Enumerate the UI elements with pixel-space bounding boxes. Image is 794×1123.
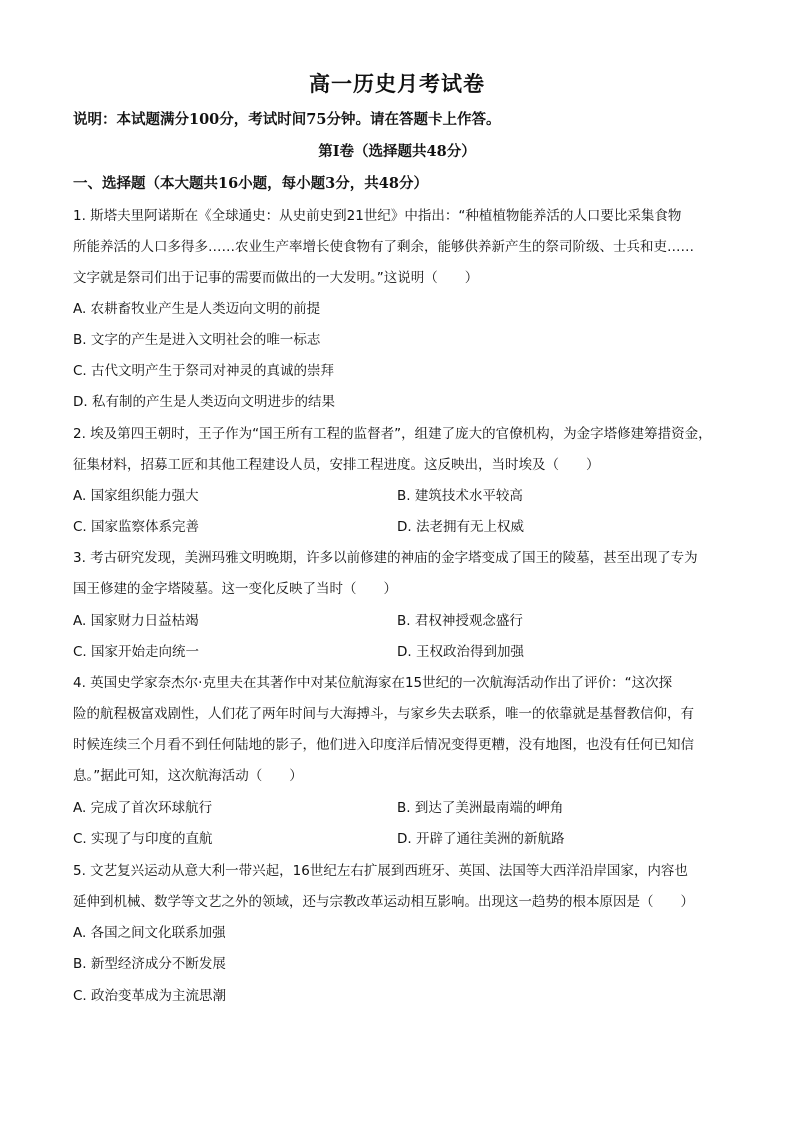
question-3-option-a: A. 国家财力日益枯竭: [73, 613, 199, 629]
question-2-option-a: A. 国家组织能力强大: [73, 488, 199, 504]
question-2-option-c: C. 国家监察体系完善: [73, 519, 200, 535]
question-4-option-c: C. 实现了与印度的直航: [73, 831, 213, 847]
question-2-stem-line-2: 征集材料，招募工匠和其他工程建设人员，安排工程进度。这反映出，当时埃及（ ）: [73, 457, 600, 473]
question-4-option-a: A. 完成了首次环球航行: [73, 800, 213, 816]
question-4-option-b: B. 到达了美洲最南端的岬角: [397, 800, 564, 816]
question-5-stem-line-1: 5. 文艺复兴运动从意大利一带兴起，16世纪左右扩展到西班牙、英国、法国等大西洋沿岸国家，内容也: [73, 863, 688, 879]
question-4-stem-line-4: 息。”据此可知，这次航海活动（ ）: [73, 768, 303, 784]
question-1-option-b: B. 文字的产生是进入文明社会的唯一标志: [73, 332, 321, 348]
question-5-stem-line-2: 延伸到机械、数学等文艺之外的领域，还与宗教改革运动相互影响。出现这一趋势的根本原因是（ ）: [73, 894, 694, 910]
question-1-option-c: C. 古代文明产生于祭司对神灵的真诚的崇拜: [73, 363, 335, 379]
question-4-stem-line-1: 4. 英国史学家奈杰尔·克里夫在其著作中对某位航海家在15世纪的一次航海活动作出了评价：“这次探: [73, 675, 673, 691]
section-title: 一、选择题（本大题共16小题，每小题3分，共48分）: [73, 175, 428, 192]
question-2-stem-line-1: 2. 埃及第四王朝时，王子作为“国王所有工程的监督者”，组建了庞大的官僚机构，为金字塔修建筹措资金，: [73, 426, 712, 442]
exam-title: 高一历史月考试卷: [309, 71, 485, 96]
question-5-option-c: C. 政治变革成为主流思潮: [73, 988, 227, 1004]
question-3-stem-line-2: 国王修建的金字塔陵墓。这一变化反映了当时（ ）: [73, 581, 397, 597]
question-4-stem-line-2: 险的航程极富戏剧性，人们花了两年时间与大海搏斗，与家乡失去联系，唯一的依靠就是基督教信仰，有: [73, 706, 694, 722]
part-title: 第Ⅰ卷（选择题共48分）: [318, 143, 476, 160]
question-2-option-b: B. 建筑技术水平较高: [397, 488, 523, 504]
question-2-option-d: D. 法老拥有无上权威: [397, 519, 524, 535]
question-1-stem-line-2: 所能养活的人口多得多……农业生产率增长使食物有了剩余，能够供养新产生的祭司阶级、士兵和吏……: [73, 239, 694, 255]
question-1-option-a: A. 农耕畜牧业产生是人类迈向文明的前提: [73, 301, 321, 317]
question-3-option-c: C. 国家开始走向统一: [73, 644, 200, 660]
question-5-option-b: B. 新型经济成分不断发展: [73, 956, 226, 972]
question-1-option-d: D. 私有制的产生是人类迈向文明进步的结果: [73, 394, 335, 410]
question-1-stem-line-3: 文字就是祭司们出于记事的需要而做出的一大发明。”这说明（ ）: [73, 270, 479, 286]
question-4-stem-line-3: 时候连续三个月看不到任何陆地的影子，他们进入印度洋后情况变得更糟，没有地图，也没有任何已知信: [73, 737, 694, 753]
question-5-option-a: A. 各国之间文化联系加强: [73, 925, 226, 941]
question-1-stem-line-1: 1. 斯塔夫里阿诺斯在《全球通史：从史前史到21世纪》中指出：“种植植物能养活的人口要比采集食物: [73, 208, 682, 224]
question-3-option-b: B. 君权神授观念盛行: [397, 613, 523, 629]
question-4-option-d: D. 开辟了通往美洲的新航路: [397, 831, 565, 847]
question-3-option-d: D. 王权政治得到加强: [397, 644, 524, 660]
exam-instructions: 说明：本试题满分100分，考试时间75分钟。请在答题卡上作答。: [73, 111, 501, 128]
question-3-stem-line-1: 3. 考古研究发现，美洲玛雅文明晚期，许多以前修建的神庙的金字塔变成了国王的陵墓，甚至出现了专为: [73, 550, 698, 566]
